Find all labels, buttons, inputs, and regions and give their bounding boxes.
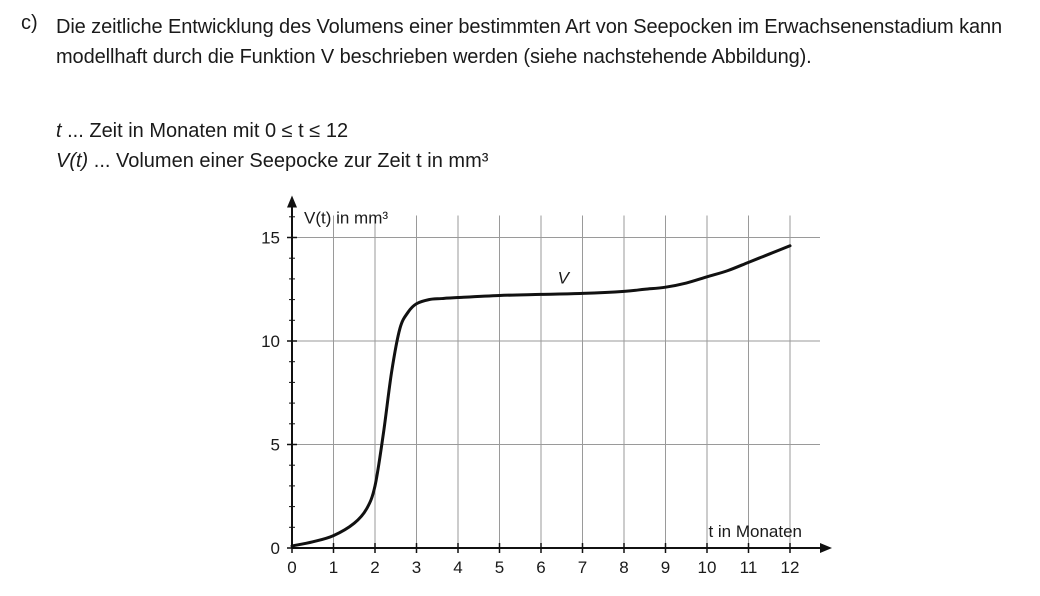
definitions xyxy=(56,116,488,176)
x-axis-label: t in Monaten xyxy=(708,522,802,541)
x-tick-label: 9 xyxy=(660,558,671,577)
definition-symbol: V(t) xyxy=(56,150,89,172)
curve-label: V xyxy=(557,268,569,288)
y-tick-label: 0 xyxy=(270,539,280,558)
y-axis-arrow xyxy=(287,196,297,208)
definition-v xyxy=(56,146,488,176)
x-tick-label: 8 xyxy=(619,558,629,577)
x-tick-label: 6 xyxy=(536,558,546,577)
definition-t xyxy=(56,116,488,146)
volume-chart xyxy=(240,190,840,590)
x-tick-label: 0 xyxy=(287,558,297,577)
definition-text: ... Zeit in Monaten mit 0 ≤ t ≤ 12 xyxy=(61,120,349,142)
x-tick-label: 7 xyxy=(577,558,588,577)
x-tick-label: 3 xyxy=(411,558,422,577)
task-label: c) xyxy=(21,12,38,34)
y-tick-label: 5 xyxy=(270,435,280,455)
task-paragraph: Die zeitliche Entwicklung des Volumens einer bestimmten Art von Seepocken im Erwachsenenstadium kann modellhaft durch die Funktion V beschrieben werden (siehe nachstehende Abbildung). xyxy=(56,16,1003,68)
x-tick-label: 5 xyxy=(494,558,505,577)
x-axis-arrow xyxy=(820,543,832,553)
y-tick-label: 10 xyxy=(261,332,280,351)
y-tick-label: 15 xyxy=(261,228,280,248)
y-axis-label: V(t) in mm³ xyxy=(304,208,389,228)
x-tick-label: 2 xyxy=(370,558,380,577)
definition-text: ... Volumen einer Seepocke zur Zeit t in mm³ xyxy=(88,150,489,172)
x-tick-label: 4 xyxy=(453,558,463,577)
x-tick-label: 11 xyxy=(739,558,758,577)
x-tick-label: 10 xyxy=(697,558,717,577)
definition-symbol: t xyxy=(56,120,62,142)
x-tick-label: 1 xyxy=(328,558,339,577)
chart-axes xyxy=(287,196,832,554)
x-tick-label: 12 xyxy=(780,558,800,577)
